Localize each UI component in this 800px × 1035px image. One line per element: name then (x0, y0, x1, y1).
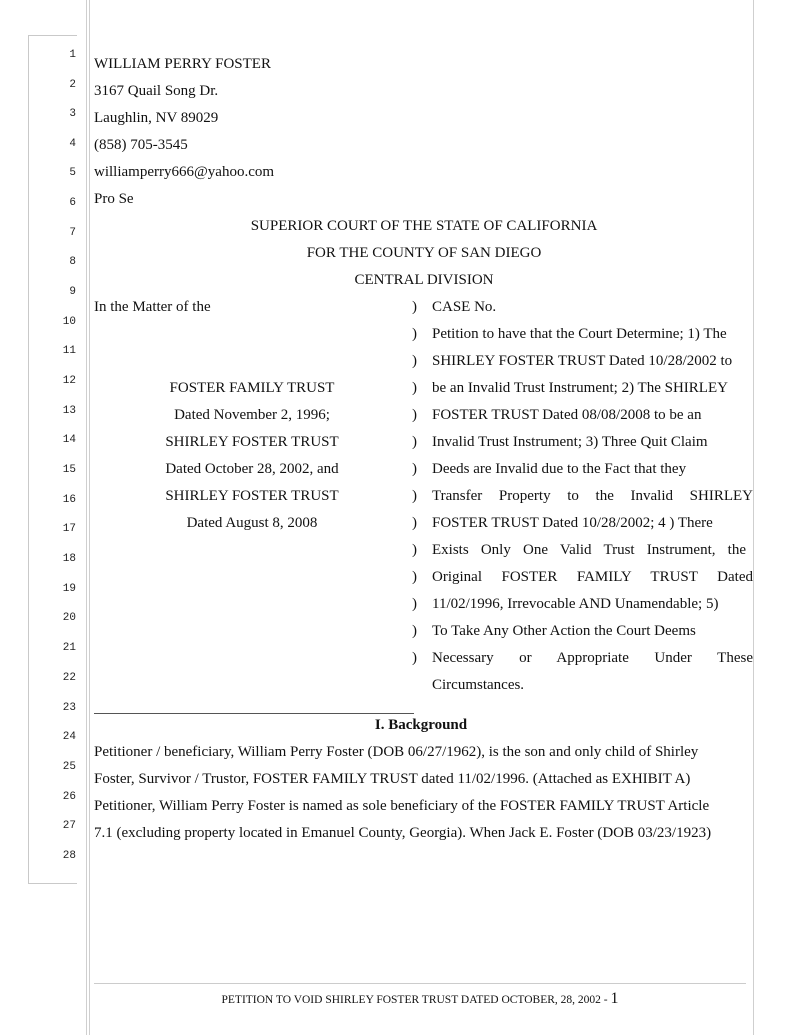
line-number: 7 (69, 227, 76, 239)
petition-title-line: be an Invalid Trust Instrument; 2) The SHIRLEY (432, 380, 728, 396)
line-number: 2 (69, 79, 76, 91)
caption-trust-line: Dated August 8, 2008 (186, 515, 318, 531)
line-number-box (28, 35, 77, 884)
body-line: Foster, Survivor / Trustor, FOSTER FAMILY TRUST dated 11/02/1996. (Attached as EXHIBIT A) (94, 771, 691, 787)
court-title-line-1: SUPERIOR COURT OF THE STATE OF CALIFORNIA (250, 218, 598, 234)
caption-paren: ) (412, 596, 417, 612)
line-number: 1 (69, 49, 76, 61)
line-number: 25 (62, 761, 76, 773)
line-number: 15 (62, 464, 76, 476)
line-number: 10 (62, 316, 76, 328)
party-address-line-1: 3167 Quail Song Dr. (94, 83, 219, 99)
court-title-line-3: CENTRAL DIVISION (354, 272, 494, 288)
line-number: 17 (62, 523, 76, 535)
caption-paren: ) (412, 542, 417, 558)
line-number: 8 (69, 256, 76, 268)
caption-paren: ) (412, 407, 417, 423)
caption-paren: ) (412, 434, 417, 450)
line-number: 5 (69, 167, 76, 179)
line-number: 4 (69, 138, 76, 150)
line-number: 11 (62, 345, 76, 357)
petition-title-line: Deeds are Invalid due to the Fact that they (432, 461, 687, 477)
line-number: 6 (69, 197, 76, 209)
margin-line-left-2 (89, 0, 90, 1035)
page-number: 1 (610, 990, 619, 1007)
section-heading: I. Background (374, 717, 468, 733)
line-number: 14 (62, 434, 76, 446)
party-email: williamperry666@yahoo.com (94, 164, 275, 180)
line-number: 13 (62, 405, 76, 417)
caption-paren: ) (412, 515, 417, 531)
line-number: 22 (62, 672, 76, 684)
caption-paren: ) (412, 461, 417, 477)
petition-title-line: FOSTER TRUST Dated 08/08/2008 to be an (432, 407, 702, 423)
caption-paren: ) (412, 623, 417, 639)
line-number: 19 (62, 583, 76, 595)
party-role: Pro Se (94, 191, 134, 207)
line-number: 12 (62, 375, 76, 387)
caption-trust-line: Dated November 2, 1996; (174, 407, 330, 423)
line-number: 23 (62, 702, 76, 714)
caption-trust-line: FOSTER FAMILY TRUST (169, 380, 335, 396)
line-number: 18 (62, 553, 76, 565)
margin-line-right (753, 0, 754, 1035)
line-number: 28 (62, 850, 76, 862)
caption-paren: ) (412, 488, 417, 504)
caption-matter: In the Matter of the (94, 299, 211, 315)
margin-line-left-1 (86, 0, 87, 1035)
footer-rule (94, 983, 746, 984)
party-phone: (858) 705-3545 (94, 137, 188, 153)
line-number: 26 (62, 791, 76, 803)
case-number: CASE No. (432, 299, 497, 315)
footer-title: PETITION TO VOID SHIRLEY FOSTER TRUST DATED OCTOBER, 28, 2002 - (221, 994, 611, 1006)
petition-title-line: FOSTER TRUST Dated 10/28/2002; 4 ) There (432, 515, 713, 531)
caption-paren: ) (412, 569, 417, 585)
caption-trust-line: Dated October 28, 2002, and (165, 461, 339, 477)
line-number: 3 (69, 108, 76, 120)
petition-title-line: Circumstances. (432, 677, 525, 693)
caption-paren: ) (412, 299, 417, 315)
court-title-line-2: FOR THE COUNTY OF SAN DIEGO (306, 245, 542, 261)
caption-paren: ) (412, 353, 417, 369)
caption-paren: ) (412, 650, 417, 666)
body-line: Petitioner, William Perry Foster is named as sole beneficiary of the FOSTER FAMILY TRUST Article (94, 798, 710, 814)
party-address-line-2: Laughlin, NV 89029 (94, 110, 219, 126)
line-number: 9 (69, 286, 76, 298)
line-number: 16 (62, 494, 76, 506)
line-number: 24 (62, 731, 76, 743)
petition-title-line: Exists Only One Valid Trust Instrument, the (432, 542, 746, 558)
caption-paren: ) (412, 380, 417, 396)
line-number: 21 (62, 642, 76, 654)
party-name: WILLIAM PERRY FOSTER (94, 56, 271, 72)
line-number: 20 (62, 612, 76, 624)
caption-rule (94, 713, 414, 714)
petition-title-line: Original FOSTER FAMILY TRUST Dated (432, 569, 753, 585)
caption-trust-line: SHIRLEY FOSTER TRUST (165, 488, 339, 504)
petition-title-line: SHIRLEY FOSTER TRUST Dated 10/28/2002 to (432, 353, 733, 369)
line-number: 27 (62, 820, 76, 832)
caption-trust-line: SHIRLEY FOSTER TRUST (165, 434, 339, 450)
petition-title-line: To Take Any Other Action the Court Deems (432, 623, 696, 639)
petition-title-line: Necessary or Appropriate Under These (432, 650, 753, 666)
body-line: Petitioner / beneficiary, William Perry Foster (DOB 06/27/1962), is the son and only child of Shirley (94, 744, 699, 760)
petition-title-line: Petition to have that the Court Determine; 1) The (432, 326, 727, 342)
body-line: 7.1 (excluding property located in Emanuel County, Georgia). When Jack E. Foster (DOB 03/23/1923) (94, 825, 712, 841)
page-footer (94, 990, 746, 1008)
petition-title-line: Transfer Property to the Invalid SHIRLEY (432, 488, 753, 504)
caption-paren: ) (412, 326, 417, 342)
petition-title-line: 11/02/1996, Irrevocable AND Unamendable; 5) (432, 596, 719, 612)
petition-title-line: Invalid Trust Instrument; 3) Three Quit Claim (432, 434, 708, 450)
